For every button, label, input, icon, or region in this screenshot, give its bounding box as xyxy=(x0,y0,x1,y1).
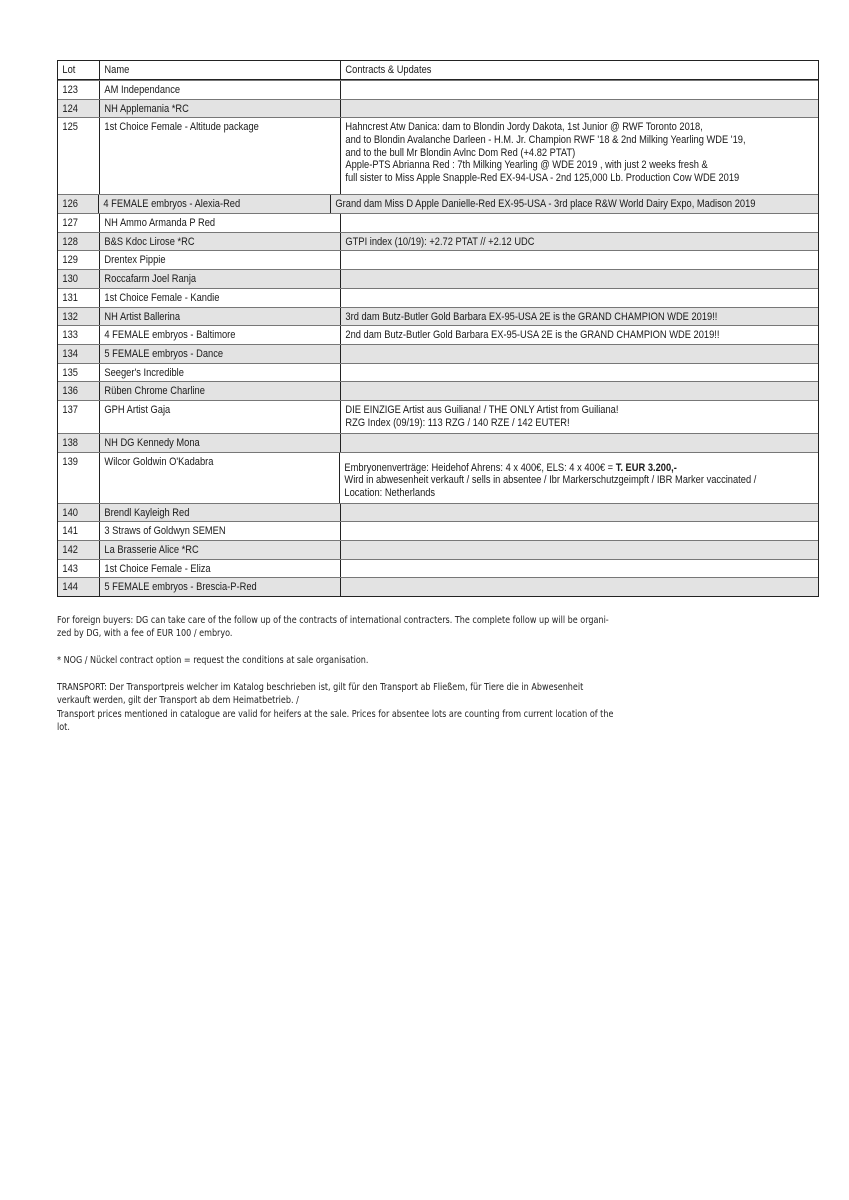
contracts-cell xyxy=(341,289,818,307)
contracts-line: and to the bull Mr Blondin Avlnc Dom Red (+4.82 PTAT) xyxy=(345,146,576,159)
lot-number: 128 xyxy=(62,235,78,248)
lot-number: 136 xyxy=(62,385,78,398)
lot-name: NH Artist Ballerina xyxy=(104,310,181,323)
lot-number: 141 xyxy=(62,525,78,538)
contracts-cell xyxy=(341,560,818,578)
lot-name: Brendl Kayleigh Red xyxy=(104,506,190,519)
contracts-line: and to Blondin Avalanche Darleen - H.M. Jr. Champion RWF '18 & 2nd Milking Yearling WDE '19, xyxy=(345,133,746,146)
table-row xyxy=(58,381,818,400)
lot-number: 123 xyxy=(62,84,78,96)
note-foreign-buyers-line2: zed by DG, with a fee of EUR 100 / embryo. xyxy=(57,628,233,640)
lot-number: 127 xyxy=(62,217,78,230)
lot-number: 130 xyxy=(62,273,78,286)
table-row xyxy=(58,363,818,382)
lot-name: La Brasserie Alice *RC xyxy=(104,544,199,556)
lot-number: 125 xyxy=(62,121,78,134)
lot-name: 1st Choice Female - Eliza xyxy=(104,562,211,575)
contracts-text xyxy=(341,326,761,345)
table-row xyxy=(58,325,818,344)
lot-number: 137 xyxy=(62,403,78,416)
lot-name: 1st Choice Female - Altitude package xyxy=(104,121,259,134)
contracts-cell xyxy=(341,522,818,540)
table-row xyxy=(58,433,818,452)
note-transport xyxy=(57,681,625,735)
lot-number: 134 xyxy=(62,347,78,360)
lot-name: 4 FEMALE embryos - Baltimore xyxy=(104,329,236,342)
table-row xyxy=(58,503,818,522)
contracts-cell xyxy=(341,270,818,288)
contracts-line: Location: Netherlands xyxy=(344,486,436,499)
contracts-text xyxy=(341,233,761,252)
lot-number: 133 xyxy=(62,329,78,342)
lot-name: NH Ammo Armanda P Red xyxy=(104,217,216,230)
contracts-cell xyxy=(341,541,818,559)
table-row xyxy=(58,307,818,326)
contracts-text xyxy=(331,195,760,214)
lot-name: NH DG Kennedy Mona xyxy=(104,436,200,449)
contracts-cell xyxy=(341,214,818,232)
lot-name: 3 Straws of Goldwyn SEMEN xyxy=(104,525,226,538)
lot-name: Rüben Chrome Charline xyxy=(104,385,205,398)
contracts-cell xyxy=(341,81,818,99)
contracts-cell xyxy=(341,233,818,251)
contracts-cell xyxy=(341,504,818,522)
contracts-line: Embryonenverträge: Heidehof Ahrens: 4 x 400€, ELS: 4 x 400€ = T. EUR 3.200,- xyxy=(344,461,677,474)
contracts-line: DIE EINZIGE Artist aus Guiliana! / THE ONLY Artist from Guiliana! xyxy=(345,403,619,416)
lot-name: 5 FEMALE embryos - Dance xyxy=(104,347,224,360)
table-row xyxy=(58,400,818,433)
contracts-cell xyxy=(341,434,818,452)
note-foreign-buyers xyxy=(57,614,625,641)
header-lot: Lot xyxy=(62,64,76,76)
lot-name: AM Independance xyxy=(104,84,181,96)
contracts-cell xyxy=(341,118,818,194)
contracts-line: GTPI index (10/19): +2.72 PTAT // +2.12 UDC xyxy=(345,235,535,248)
lot-number: 144 xyxy=(62,581,78,594)
lot-name: NH Applemania *RC xyxy=(104,102,189,115)
table-row xyxy=(58,540,818,559)
contracts-text xyxy=(340,453,761,503)
contracts-text xyxy=(341,308,761,327)
contracts-line: 2nd dam Butz-Butler Gold Barbara EX-95-USA 2E is the GRAND CHAMPION WDE 2019!! xyxy=(345,329,720,342)
lot-number: 126 xyxy=(62,198,78,211)
lot-number: 131 xyxy=(62,291,78,304)
lot-number: 135 xyxy=(62,366,78,379)
contracts-line: Apple-PTS Abrianna Red : 7th Milking Yearling @ WDE 2019 , with just 2 weeks fresh & xyxy=(345,159,708,172)
contracts-cell xyxy=(341,578,818,596)
contracts-cell xyxy=(341,364,818,382)
contracts-line: Hahncrest Atw Danica: dam to Blondin Jordy Dakota, 1st Junior @ RWF Toronto 2018, xyxy=(345,121,703,134)
contracts-line: Wird in abwesenheit verkauft / sells in absentee / Ibr Markerschutzgeimpft / IBR Marker vaccinated / xyxy=(344,474,757,487)
contracts-cell xyxy=(341,345,818,363)
table-row xyxy=(58,577,818,596)
contracts-cell xyxy=(341,326,818,344)
note-foreign-buyers-line1: For foreign buyers: DG can take care of the follow up of the contracts of international contracters. The complete follow up will be organi- xyxy=(57,615,609,626)
lot-name: 5 FEMALE embryos - Brescia-P-Red xyxy=(104,581,257,594)
table-header-row xyxy=(58,61,818,80)
lot-name: Drentex Pippie xyxy=(104,254,166,267)
header-name: Name xyxy=(104,64,130,76)
lot-name: B&S Kdoc Lirose *RC xyxy=(104,235,195,248)
contracts-cell xyxy=(341,401,818,433)
contracts-line: full sister to Miss Apple Snapple-Red EX-94-USA - 2nd 125,000 Lb. Production Cow WDE 2019 xyxy=(345,171,740,184)
note-transport-line1: TRANSPORT: Der Transportpreis welcher im Katalog beschrieben ist, gilt für den Transport ab Fließem, für Tiere die in Abwesenheit xyxy=(57,682,584,693)
note-nog: * NOG / Nückel contract option = request the conditions at sale organisation. xyxy=(57,655,369,667)
table-row xyxy=(58,213,818,232)
table-row xyxy=(58,232,818,251)
lot-name: 4 FEMALE embryos - Alexia-Red xyxy=(102,198,240,211)
contracts-cell xyxy=(341,308,818,326)
note-transport-line3: Transport prices mentioned in catalogue are valid for heifers at the sale. Prices for absentee lots are counting from current location of the xyxy=(57,708,614,720)
contracts-text xyxy=(341,401,761,432)
lot-name: Roccafarm Joel Ranja xyxy=(104,273,197,286)
note-transport-line2: verkauft werden, gilt der Transport ab dem Heimatbetrieb. / xyxy=(57,695,299,707)
table-row xyxy=(58,288,818,307)
lot-number: 129 xyxy=(62,254,78,267)
contracts-cell xyxy=(341,382,818,400)
table-row xyxy=(58,194,818,213)
total-price: T. EUR 3.200,- xyxy=(615,461,677,474)
contracts-line: RZG Index (09/19): 113 RZG / 140 RZE / 142 EUTER! xyxy=(345,416,570,429)
lot-number: 143 xyxy=(62,562,78,575)
table-row xyxy=(58,559,818,578)
notes-section xyxy=(57,614,717,748)
contracts-cell xyxy=(341,100,818,118)
lot-number: 124 xyxy=(62,102,78,115)
lots-table xyxy=(57,60,819,597)
table-row xyxy=(58,117,818,194)
contracts-cell xyxy=(331,195,818,213)
table-row xyxy=(58,99,818,118)
lot-name: Wilcor Goldwin O'Kadabra xyxy=(104,455,214,468)
table-row xyxy=(58,452,818,503)
lot-number: 138 xyxy=(62,436,78,449)
lot-number: 142 xyxy=(62,544,78,556)
contracts-line: Grand dam Miss D Apple Danielle-Red EX-95-USA - 3rd place R&W World Dairy Expo, Madison 2019 xyxy=(335,198,756,211)
table-row xyxy=(58,250,818,269)
lot-name: 1st Choice Female - Kandie xyxy=(104,291,220,304)
lot-number: 140 xyxy=(62,506,78,519)
contracts-cell xyxy=(341,251,818,269)
lot-number: 139 xyxy=(62,455,78,468)
note-transport-line4: lot. xyxy=(57,722,70,734)
table-row xyxy=(58,269,818,288)
contracts-text xyxy=(341,118,761,187)
header-contracts: Contracts & Updates xyxy=(345,64,432,76)
lot-name: Seeger's Incredible xyxy=(104,366,184,379)
contracts-line: 3rd dam Butz-Butler Gold Barbara EX-95-USA 2E is the GRAND CHAMPION WDE 2019!! xyxy=(345,310,718,323)
lot-name: GPH Artist Gaja xyxy=(104,403,171,416)
table-row xyxy=(58,344,818,363)
table-row xyxy=(58,521,818,540)
lot-number: 132 xyxy=(62,310,78,323)
table-row xyxy=(58,80,818,99)
contracts-cell xyxy=(340,453,818,503)
